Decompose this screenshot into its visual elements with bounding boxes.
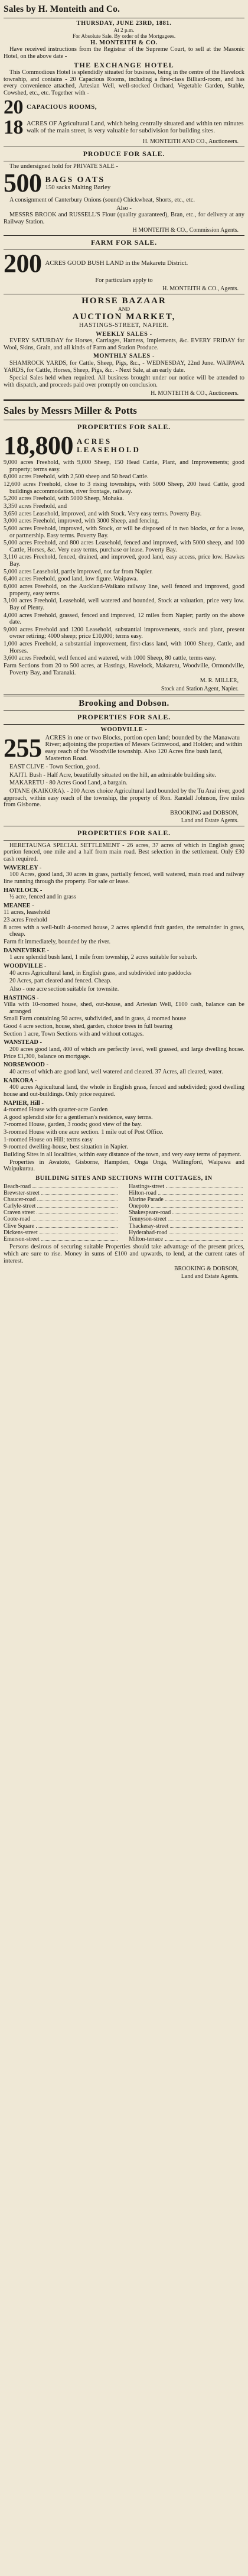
makaretu: MAKARETU - 80 Acres Good Land, a bargain. xyxy=(9,780,128,787)
big-18-line xyxy=(4,118,244,137)
brooking2-properties-title: PROPERTIES FOR SALE. xyxy=(77,829,171,838)
big-number-200: 200 xyxy=(4,249,42,278)
signature-name: BROOKING and DOBSON, xyxy=(170,809,239,816)
big-number-255: 255 xyxy=(4,734,42,763)
big-500-line xyxy=(4,168,244,198)
site-street-name: Beach-road xyxy=(4,1183,31,1190)
big-200-line xyxy=(4,251,244,276)
site-street-row xyxy=(4,1203,119,1209)
signature: H. MONTEITH & CO., Auctioneers. xyxy=(151,390,239,397)
signature-line: Land and Estate Agents. xyxy=(181,1273,239,1280)
section-heading-brooking: Brooking and Dobson. xyxy=(79,698,169,708)
property-listing: 5,200 acres Freehold, with 5000 Sheep, Mohaka. xyxy=(4,495,124,502)
big-20-line xyxy=(4,98,244,117)
dannevirke-title: DANNEVIRKE - xyxy=(4,947,50,954)
leader-dots xyxy=(37,1196,118,1201)
property-listing: 23 acres Freehold xyxy=(4,917,47,924)
site-street-name: Hyderabad-road xyxy=(129,1229,168,1236)
wanstead-title: WANSTEAD - xyxy=(4,1039,42,1046)
site-street-name: Thackeray-street xyxy=(129,1222,169,1229)
site-street-name: Craven street xyxy=(4,1209,35,1216)
site-street-name: Onepoto xyxy=(129,1203,149,1210)
kaikora-title: KAIKORA - xyxy=(4,1077,37,1084)
havelock-text: ½ acre, fenced and in grass xyxy=(9,894,76,901)
leader-dots xyxy=(170,1223,243,1228)
napier-list xyxy=(4,1107,244,1158)
waverley-title: WAVERLEY - xyxy=(4,864,42,871)
property-listing: Farm fit immediately, bounded by the river. xyxy=(4,939,111,946)
property-listing: 5,600 acres Freehold, improved, with Stock, or will be disposed of in two blocks, or for a lease, or partnership. Easy terms. Poverty Bay. xyxy=(4,525,244,539)
acres-land-text: ACRES OF Agricultural Land, which being centrally situated and within ten minutes walk of the main street, is very valuable for subdivision for building sites. xyxy=(27,120,244,134)
east-clive: EAST CLIVE - Town Section, good. xyxy=(9,764,100,771)
kaiti: KAITI. Bush - Half Acre, beautifully situated on the hill, an admirable building site. xyxy=(9,771,217,778)
site-street-row xyxy=(4,1229,119,1236)
auction-market-title: AUCTION MARKET, xyxy=(72,312,176,322)
property-listing: 5,000 acres Leasehold, partly improved, not far from Napier. xyxy=(4,568,153,575)
site-street-name: Hilton-road xyxy=(129,1189,156,1196)
property-listing: 6,400 acres Freehold, good land, low figure. Waipawa. xyxy=(4,576,138,583)
produce-title: PRODUCE FOR SALE. xyxy=(83,150,165,158)
closing-text: Persons desirous of securing suitable Properties should take advantage of the present prices, which are sure to rise. Money in sums of £100 and upwards, to lend, at the current rates of interest. xyxy=(4,1244,244,1264)
leader-dots xyxy=(172,1209,243,1214)
leader-dots xyxy=(151,1203,243,1208)
signature: H. MONTEITH & CO., Agents. xyxy=(162,285,239,292)
monthly-sales-text: SHAMROCK YARDS, for Cattle, Sheep, Pigs, &c., - WEDNESDAY, 22nd June. WAIPAWA YARDS, for Cattle, Horses, Sheep, Pigs, &c. - Next Sale, at an early date. xyxy=(4,360,244,374)
site-street-row xyxy=(129,1223,244,1229)
leasehold-word: LEASEHOLD xyxy=(77,445,141,455)
bags-oats: BAGS OATS xyxy=(45,175,105,184)
big-number-18: 18 xyxy=(4,116,23,138)
divider xyxy=(4,724,244,725)
property-listing: 3-roomed House with one acre section. 1 mile out of Post Office. xyxy=(4,1129,164,1136)
dannevirke-text: 1 acre splendid bush land, 1 mile from township, 2 acres suitable for suburb. xyxy=(9,954,198,961)
flour-text: MESSRS BROOK and RUSSELL'S Flour (quality guaranteed), Bran, etc., for delivery at any Railway Station. xyxy=(4,212,244,226)
woodville2-text2: 20 Acres, part cleared and fenced. Cheap. xyxy=(9,978,112,985)
property-listing: 1,000 acres Freehold, a substantial improvement, first-class land, with 1000 Sheep, Cattle, and Horses. xyxy=(4,641,244,654)
leader-dots xyxy=(32,1183,118,1188)
property-listing: 9,000 acres Freehold, with 9,000 Sheep, 150 Head Cattle, Plant, and Improvements; good property; terms easy. xyxy=(4,459,244,473)
site-street-name: Marine Parade xyxy=(129,1196,164,1203)
miller-properties-title: PROPERTIES FOR SALE. xyxy=(77,422,171,431)
sale-time: At 2 p.m. xyxy=(113,27,135,33)
bazaar-title: HORSE BAZAAR xyxy=(81,296,167,306)
woodville2-text3: Also - one acre section suitable for townsite. xyxy=(9,985,119,992)
property-listing: 6,000 acres Freehold, with 2,500 sheep and 50 head Cattle. xyxy=(4,473,149,481)
capacious-rooms: CAPACIOUS ROOMS, xyxy=(27,103,97,111)
big-number-18800: 18,800 xyxy=(4,431,73,460)
leader-dots xyxy=(165,1196,243,1201)
site-street-name: Tennyson-street xyxy=(129,1216,167,1223)
produce-intro: The undersigned hold for PRIVATE SALE - xyxy=(9,163,118,170)
property-listing: 1-roomed House on Hill; terms easy xyxy=(4,1136,93,1143)
property-listing: 3,600 acres Freehold, well fenced and watered, with 1000 Sheep, 80 cattle, terms easy. xyxy=(4,655,217,662)
firm-name: H. MONTEITH & CO. xyxy=(90,39,158,46)
leader-dots xyxy=(165,1236,243,1241)
leader-dots xyxy=(41,1236,118,1241)
napier-title: NAPIER, Hill - xyxy=(4,1099,44,1107)
otane: OTANE (KAIKORA). - 200 Acres choice Agricultural land bounded by the Tu Arai river, good approach, within easy reach of the township, the property of Ron. Randall Johnson, five miles from Gisborne. xyxy=(4,787,244,809)
heretaunga: HERETAUNGA SPECIAL SETTLEMENT - 26 acres, 37 acres of which in English grass; portion fenced, one mile and a half from main road. Best selection in the settlement. Only £30 cash required. xyxy=(4,842,244,862)
property-listing: Villa with 10-roomed house, shed, out-house, and Artesian Well, £100 cash, balance can be arranged xyxy=(4,1001,244,1015)
havelock-title: HAVELOCK - xyxy=(4,887,43,894)
site-street-name: Emerson-street xyxy=(4,1236,40,1243)
woodville2-text: 40 acres Agricultural land, in English grass, and subdivided into paddocks xyxy=(9,969,192,976)
woodville-title: WOODVILLE - xyxy=(100,726,148,733)
site-street-name: Coote-road xyxy=(4,1216,30,1223)
site-street-name: Dickens-street xyxy=(4,1229,38,1236)
divider xyxy=(4,399,244,401)
weekly-sales-text: EVERY SATURDAY for Horses, Carriages, Harness, Implements, &c. EVERY FRIDAY for Wool, Skins, Grain, and all kinds of Farm and Station Produce. xyxy=(4,338,244,351)
big-255-line xyxy=(4,735,244,763)
bazaar-address: HASTINGS-STREET, NAPIER. xyxy=(79,322,169,329)
property-listing: 9-roomed dwelling-house, best situation in Napier. xyxy=(4,1144,128,1151)
woodville2-title: WOODVILLE - xyxy=(4,962,47,969)
property-listing: 3,100 acres Freehold, Leasehold, well watered and bounded, Stock at valuation, price very low. Bay of Plenty. xyxy=(4,598,244,611)
leader-dots xyxy=(168,1216,243,1221)
building-sites-title: BUILDING SITES AND SECTIONS WITH COTTAGES, IN xyxy=(35,1175,213,1182)
leader-dots xyxy=(166,1183,243,1188)
property-listing: 3,350 acres Freehold, and xyxy=(4,502,67,510)
property-listing: 12,600 acres Freehold, close to 3 rising townships, with 5000 Sheep, 200 head Cattle, good buildings accommodation, river frontage, railway. xyxy=(4,481,244,495)
brooking-properties-title: PROPERTIES FOR SALE. xyxy=(77,713,171,722)
leader-dots xyxy=(41,1190,118,1195)
property-listing: Farm Sections from 20 to 500 acres, at Hastings, Havelock, Makaretu, Woodville, Ormondville, Poverty Bay, and Taranaki. xyxy=(4,663,244,676)
wanstead-text: 200 acres good land, 400 of which are perfectly level, well grassed, and large dwelling house. Price £1,300, balance on mortgage. xyxy=(4,1046,244,1060)
meanee-list xyxy=(4,909,244,945)
hastings-title: HASTINGS - xyxy=(4,994,39,1001)
property-listing: Section 1 acre, Town Sections with and without cottages. xyxy=(4,1030,144,1037)
site-street-row xyxy=(4,1190,119,1196)
site-street-row xyxy=(129,1236,244,1242)
divider xyxy=(4,235,244,236)
property-listing: 7-roomed House, garden, 3 roods; good view of the bay. xyxy=(4,1121,142,1128)
property-listing: 4-roomed House with quarter-acre Garden xyxy=(4,1107,108,1114)
special-sales-text: Special Sales held when required. All business brought under our notice will be attended to with dispatch, and proceeds paid over promptly on conclusion. xyxy=(4,375,244,388)
property-listing: A good splendid site for a gentleman's residence, easy terms. xyxy=(4,1114,153,1121)
site-street-name: Clive Square xyxy=(4,1222,34,1229)
site-street-row xyxy=(129,1229,244,1236)
site-street-row xyxy=(129,1216,244,1222)
absolute-sale-line: For Absolute Sale. By order of the Mortgagees. xyxy=(72,33,176,40)
property-listing: 5,000 acres Freehold, and 800 acres Leasehold, fenced and improved, with 5000 sheep, and 100 Cattle, Horses, &c. Very easy terms, purchase or lease. Poverty Bay. xyxy=(4,540,244,553)
signature: H MONTEITH & CO., Commission Agents. xyxy=(132,226,239,233)
sites-left-column xyxy=(4,1183,119,1243)
acres-word: ACRES xyxy=(77,436,112,446)
property-listing: 8 acres with a well-built 4-roomed house, 2 acres splendid fruit garden, the remainder in grass, cheap. xyxy=(4,924,244,938)
site-street-row xyxy=(4,1216,119,1222)
leader-dots xyxy=(37,1203,117,1208)
signature-line: Land and Estate Agents. xyxy=(181,817,239,825)
hotel-title: THE EXCHANGE HOTEL xyxy=(73,60,175,69)
site-street-row xyxy=(4,1196,119,1203)
meanee-title: MEANEE - xyxy=(4,902,34,909)
barley-line: 150 sacks Malting Barley xyxy=(45,184,111,192)
big-number-500: 500 xyxy=(4,168,42,198)
hotel-description: This Commodious Hotel is splendidly situated for business, being in the centre of the Havelock township, and contains - 20 Capacious Rooms, including a first-class Billiard-room, and has every convenience attached, Artesian Well, well-stocked Orchard, Vegetable Garden, Stable, Cowshed, etc., etc. Together with - xyxy=(4,69,244,96)
site-street-row xyxy=(129,1203,244,1209)
miller-property-list xyxy=(4,459,244,676)
site-street-name: Shakespeare-road xyxy=(129,1209,171,1216)
property-listing: Building Sites in all localities, within easy distance of the town, and very easy terms of payment. xyxy=(4,1151,242,1158)
properties-line: Properties in Awatoto, Gisborne, Hampden, Onga Onga, Wallingford, Waipawa and Waipukurau. xyxy=(4,1159,244,1173)
section-heading-monteith: Sales by H. Monteith and Co. xyxy=(4,4,120,14)
farm-title: FARM FOR SALE. xyxy=(91,238,157,246)
site-street-name: Brewster-street xyxy=(4,1189,40,1196)
leader-dots xyxy=(158,1190,243,1195)
site-street-row xyxy=(4,1209,119,1216)
site-street-name: Milton-terrace xyxy=(129,1236,163,1243)
section-heading-miller: Sales by Messrs Miller & Potts xyxy=(4,404,138,416)
site-street-row xyxy=(4,1236,119,1242)
property-listing: 3,000 acres Freehold, improved, with 3000 Sheep, and fencing. xyxy=(4,518,159,525)
signature-name: M. R. MILLER, xyxy=(200,677,239,684)
leader-dots xyxy=(32,1216,118,1221)
leader-dots xyxy=(40,1229,118,1234)
kaikora-text: 400 acres Agricultural land, the whole in English grass, fenced and subdivided; good dwelling house and out-buildings. Only price required. xyxy=(4,1084,244,1098)
property-listing: 3,110 acres Freehold, fenced, drained, and improved, good land, easy access, price low. Hawkes Bay. xyxy=(4,554,244,568)
monthly-sales-title: MONTHLY SALES - xyxy=(93,353,155,360)
signature-name: BROOKING & DOBSON, xyxy=(174,1266,239,1273)
leader-dots xyxy=(37,1209,118,1214)
consignment-text: A consignment of Canterbury Onions (sound) Chickwheat, Shorts, etc., etc. xyxy=(9,197,195,204)
signature: H. MONTEITH AND CO., Auctioneers. xyxy=(142,138,239,145)
sites-right-column xyxy=(129,1183,244,1243)
weekly-sales-title: WEEKLY SALES - xyxy=(96,330,152,338)
hastings-list xyxy=(4,1001,244,1037)
norsewood-title: NORSEWOOD - xyxy=(4,1062,48,1069)
divider xyxy=(4,840,244,841)
property-listing: 9,000 acres Freehold and 1200 Leasehold, substantial improvements, stock and plant, present owner retiring; 4000 sheep; price £10,000; terms easy. xyxy=(4,626,244,640)
property-listing: 11 acres, leasehold xyxy=(4,909,50,916)
property-listing: 6,000 acres Freehold, on the Auckland-Waikato railway line, well fenced and improved, good property, easy terms. xyxy=(4,583,244,597)
site-street-name: Chaucer-road xyxy=(4,1196,36,1203)
leader-dots xyxy=(36,1223,118,1228)
bush-land-text: ACRES GOOD BUSH LAND in the Makaretu District. xyxy=(45,259,188,267)
property-listing: 4,000 acres Freehold, grassed, fenced and improved, 12 miles from Napier; partly on the above date. xyxy=(4,612,244,626)
woodville-text: ACRES in one or two Blocks, portion open land; bounded by the Manawatu River; adjoining the properties of Messrs Grimwood, and Holden; and within easy reach of the Woodville township. Also 120 Acres fine bush land, Masterton Road. xyxy=(45,734,243,763)
site-street-name: Hastings-street xyxy=(129,1183,165,1190)
big-number-20: 20 xyxy=(4,96,23,118)
intro-text: Have received instructions from the Registrar of the Supreme Court, to sell at the Masonic Hotel, on the above date - xyxy=(4,46,244,60)
particulars-line: For particulars apply to xyxy=(95,277,153,284)
site-street-row xyxy=(129,1183,244,1190)
site-street-row xyxy=(4,1223,119,1229)
site-street-row xyxy=(129,1196,244,1203)
property-listing: Good 4 acre section, house, shed, garden, choice trees in full bearing xyxy=(4,1023,172,1030)
leader-dots xyxy=(169,1229,243,1234)
property-listing: Small Farm containing 50 acres, subdivided, and in grass, 4 roomed house xyxy=(4,1016,187,1023)
signature-line: Stock and Station Agent, Napier. xyxy=(161,685,239,692)
property-listing: 3,650 acres Leasehold, improved, and with Stock. Very easy terms. Poverty Bay. xyxy=(4,510,202,517)
site-street-row xyxy=(4,1183,119,1190)
norsewood-text: 40 acres of which are good land, well watered and cleared. 37 Acres, all cleared, water. xyxy=(9,1068,223,1075)
divider xyxy=(4,695,244,696)
bazaar-and: AND xyxy=(118,306,130,312)
waverley-text: 100 Acres, good land, 30 acres in grass, partially fenced, well watered, main road and railway line running through the property. For sale or lease. xyxy=(4,871,244,885)
site-street-row xyxy=(129,1209,244,1216)
also-line: Also - xyxy=(116,205,132,212)
big-18800-line xyxy=(4,433,244,458)
building-sites-columns xyxy=(4,1183,244,1243)
site-street-row xyxy=(129,1190,244,1196)
site-street-name: Carlyle-street xyxy=(4,1203,36,1210)
sale-date: THURSDAY, JUNE 23RD, 1881. xyxy=(76,20,172,27)
